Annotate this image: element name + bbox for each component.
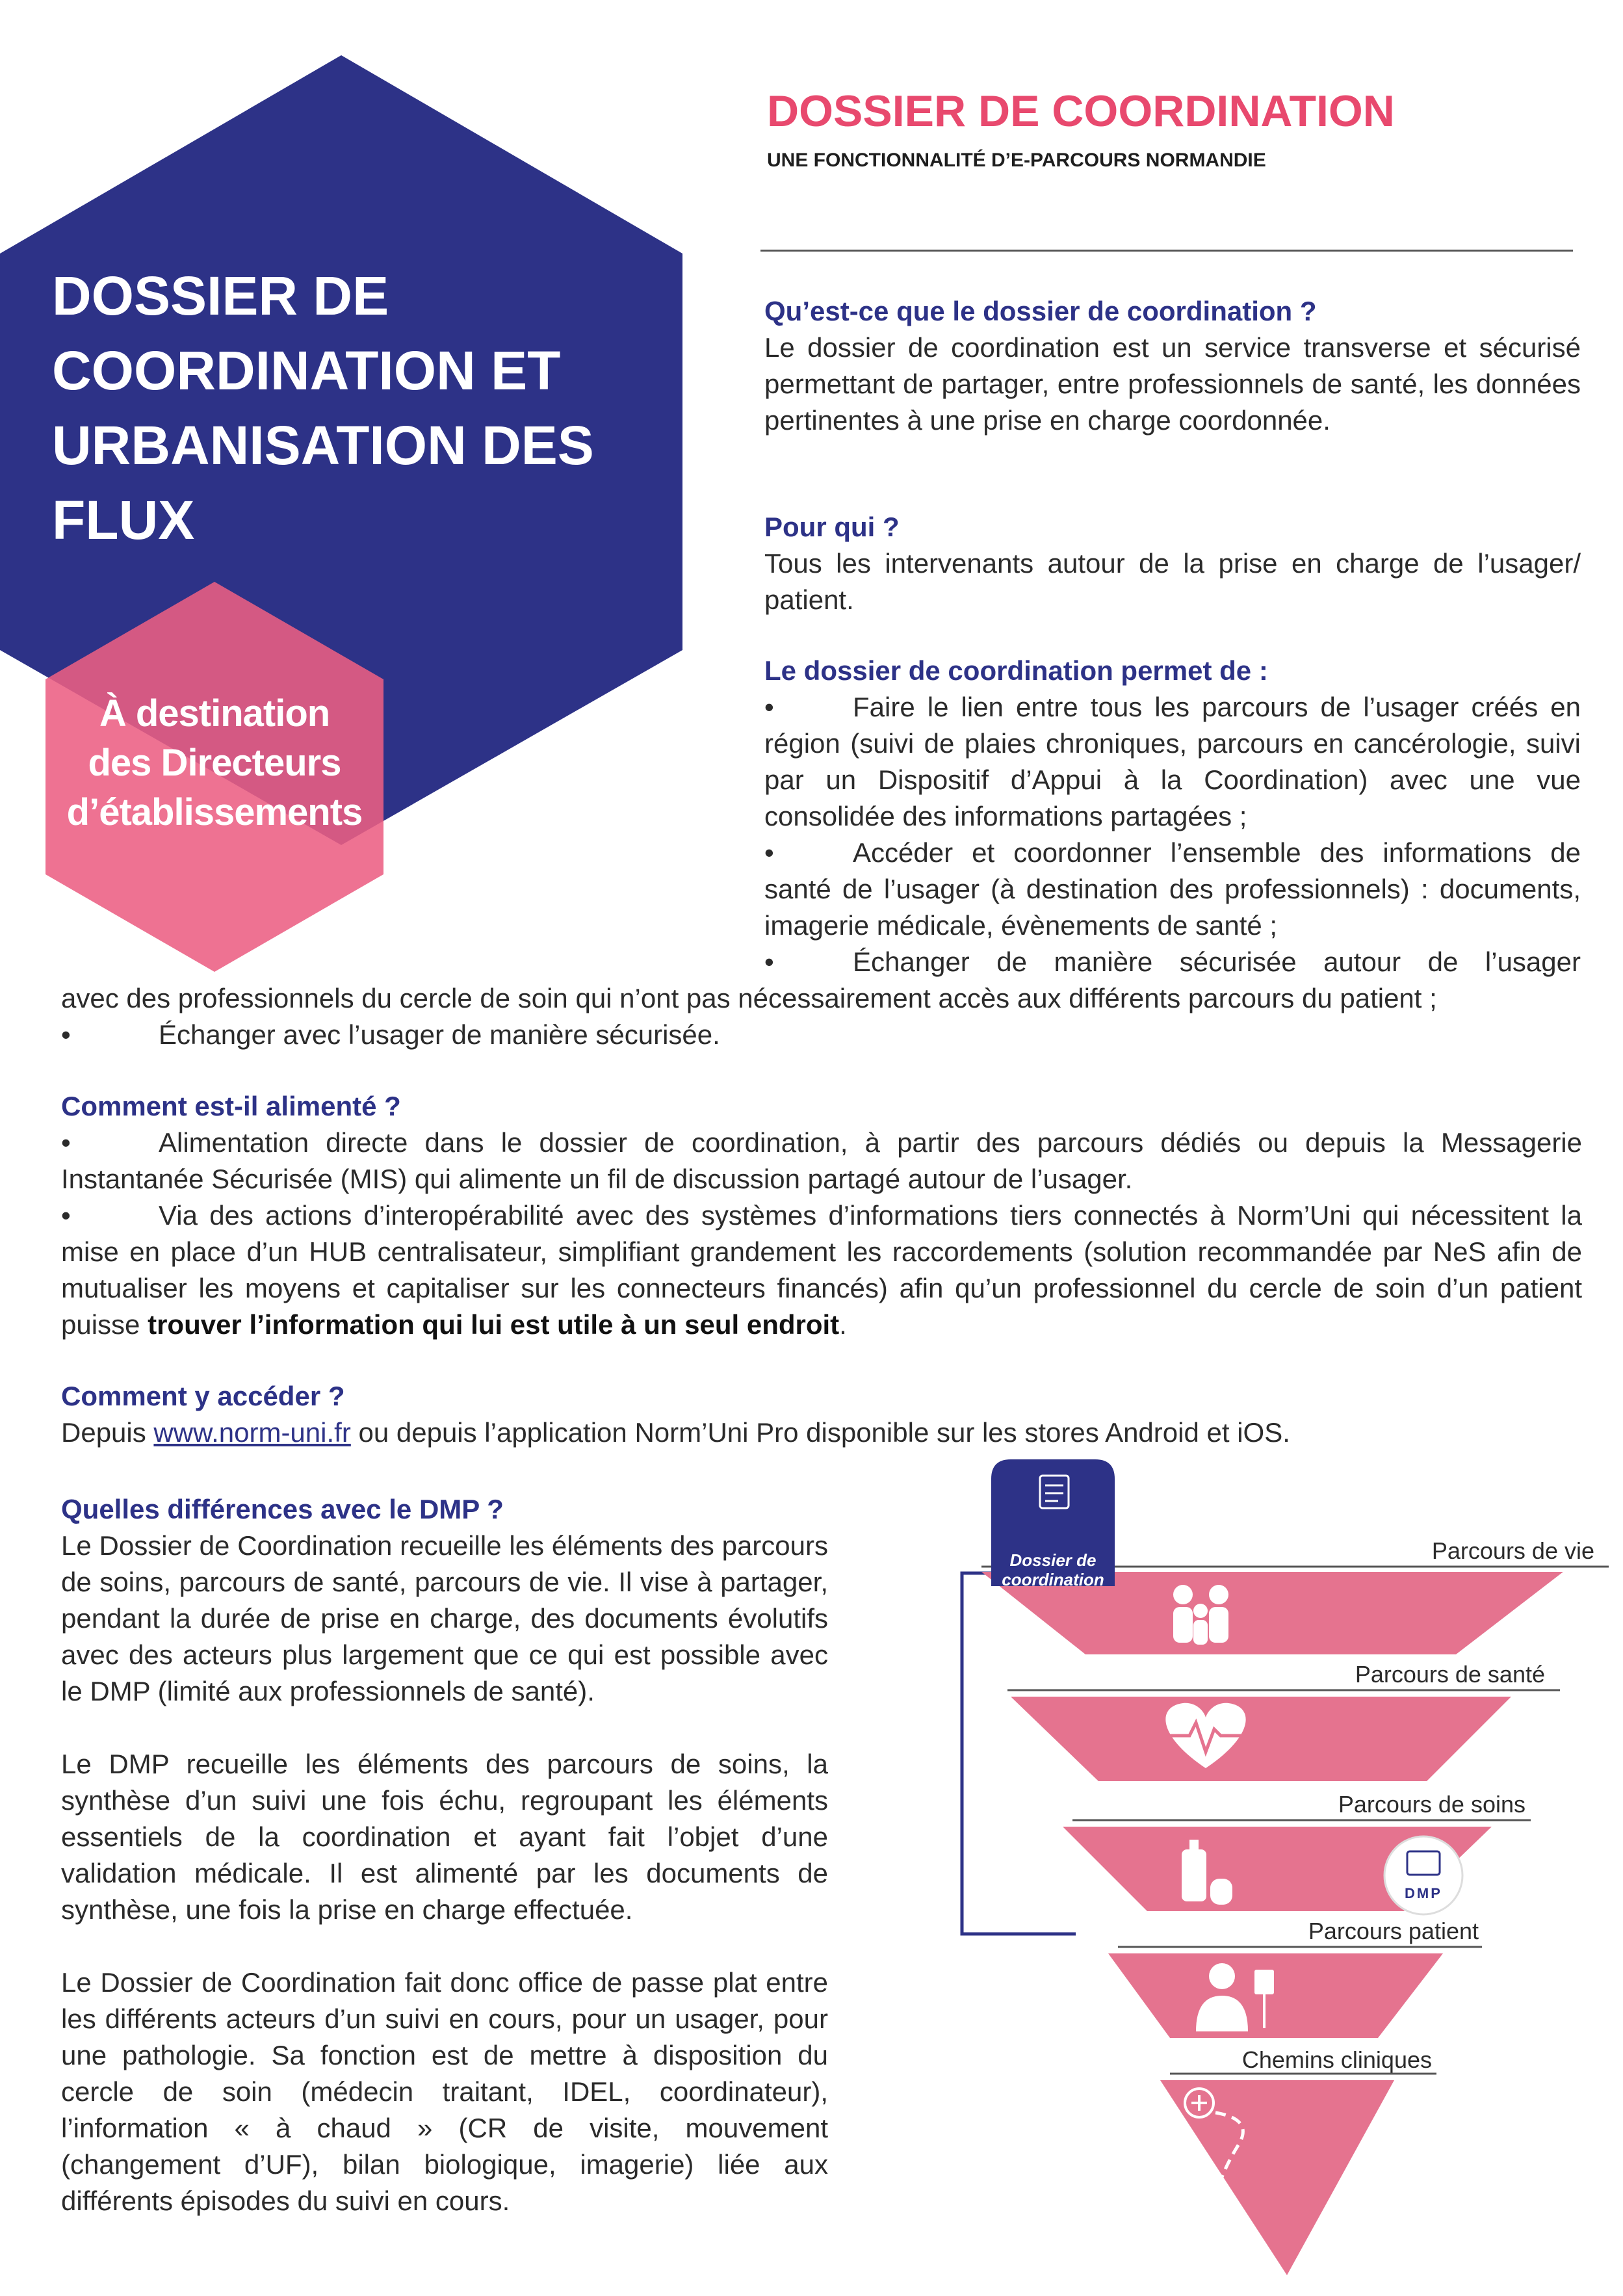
hero-title <box>52 259 676 558</box>
bullet-item <box>764 835 1581 944</box>
section-what <box>764 293 1581 439</box>
bullet-dot: • <box>61 1127 71 1158</box>
section-access <box>61 1378 1582 1451</box>
funnel-level-label: Parcours de santé <box>1355 1661 1545 1688</box>
funnel-level-label: Parcours patient <box>1308 1918 1479 1944</box>
section-allows-continued <box>61 980 1582 1053</box>
dmp-label: DMP <box>1405 1885 1442 1901</box>
key-message: trouver l’information qui lui est utile à un seul endroit <box>148 1309 840 1340</box>
doc-header-subtitle: UNE FONCTIONNALITÉ D’E-PARCOURS NORMANDIE <box>767 150 1266 171</box>
bullet-item <box>61 1125 1582 1197</box>
section-access-body <box>61 1415 1582 1451</box>
section-what-body: Le dossier de coordination est un service transverse et sécurisé permettant de partager, entre professionnels de santé, les données pertinentes à une prise en charge coordonnée. <box>764 332 1581 436</box>
bullet-text: Via des actions d’interopérabilité avec des systèmes d’informations tiers connectés à Norm’Uni qui nécessitent la mise en place d’un HUB centralisateur, simplifiant grandement les raccordements (solution recommandée par NeS afin de mutualiser les moyens et capitaliser sur les connecteurs financés) afin qu’un professionnel du cercle de soin d’un patient puisse <box>61 1200 1582 1340</box>
bullet-item <box>61 1197 1582 1343</box>
period: . <box>839 1309 847 1340</box>
hero-title-line: COORDINATION ET <box>52 340 561 401</box>
dossier-badge-label <box>991 1550 1115 1589</box>
funnel-level-label: Parcours de vie <box>1431 1537 1594 1564</box>
bullet-item <box>764 689 1581 835</box>
bullet-text: Alimentation directe dans le dossier de coordination, à partir des parcours dédiés ou depuis la Messagerie Instantanée Sécurisée (MIS) qui alimente un fil de discussion partagé autour de l’usager. <box>61 1127 1582 1194</box>
badge-line: Dossier de <box>1009 1550 1097 1570</box>
section-access-heading: Comment y accéder ? <box>61 1381 345 1411</box>
dmp-paragraph: Le Dossier de Coordination recueille les éléments des parcours de soins, parcours de santé, parcours de vie. Il vise à partager, pendant la durée de prise en charge, des documents évolutifs avec des acteurs plus largement que ce qui est possible avec le DMP (limité aux professionnels de santé). <box>61 1530 828 1706</box>
hero-title-line: FLUX <box>52 489 195 551</box>
audience-line: des Directeurs <box>88 742 341 784</box>
section-who <box>764 509 1581 618</box>
doc-header-title: DOSSIER DE COORDINATION <box>767 86 1395 136</box>
audience-label <box>45 689 383 837</box>
bullet-dot: • <box>61 1019 71 1050</box>
funnel-band-chemins <box>1160 2080 1394 2275</box>
funnel-band-patient <box>1108 1953 1443 2038</box>
section-allows <box>764 653 1581 980</box>
funnel-band-sante <box>1011 1697 1511 1781</box>
bullet-text: Faire le lien entre tous les parcours de l’usager créés en région (suivi de plaies chroniques, parcours en cancérologie, suivi par un Dispositif d’Appui à la Coordination) avec une vue consolidée des informations partagées ; <box>764 692 1581 831</box>
bullet-item <box>764 944 1581 980</box>
section-who-heading: Pour qui ? <box>764 512 900 542</box>
access-text: ou depuis l’application Norm’Uni Pro disponible sur les stores Android et iOS. <box>350 1417 1290 1448</box>
header-divider <box>760 250 1573 252</box>
bullet-text: Accéder et coordonner l’ensemble des informations de santé de l’usager (à destination des professionnels) : documents, imagerie médicale, évènements de santé ; <box>764 837 1581 941</box>
bullet-dot: • <box>764 692 774 722</box>
section-dmp-heading: Quelles différences avec le DMP ? <box>61 1494 504 1524</box>
bullet-item <box>61 1017 1582 1053</box>
dmp-paragraph: Le DMP recueille les éléments des parcours de soins, la synthèse d’un suivi une fois échu, regroupant les éléments essentiels de la coordination et ayant fait l’objet d’une validation médicale. Il est alimenté par les documents de synthèse, une fois la prise en charge effectuée. <box>61 1749 828 1925</box>
bullet-dot: • <box>764 946 774 977</box>
funnel-level-label: Chemins cliniques <box>1241 2046 1432 2073</box>
audience-line: d’établissements <box>66 791 363 833</box>
section-fed <box>61 1088 1582 1343</box>
section-who-body: Tous les intervenants autour de la prise en charge de l’usager/ patient. <box>764 548 1581 615</box>
hero-title-line: DOSSIER DE <box>52 265 389 326</box>
bullet-continuation: avec des professionnels du cercle de soin qui n’ont pas nécessairement accès aux différents parcours du patient ; <box>61 983 1437 1013</box>
audience-line: À destination <box>99 692 330 735</box>
hero-title-line: URBANISATION DES <box>52 415 594 476</box>
bullet-dot: • <box>61 1200 71 1231</box>
dmp-paragraph: Le Dossier de Coordination fait donc office de passe plat entre les différents acteurs d’un suivi en cours, pour un usager, pour une pathologie. Sa fonction est de mettre à disposition du cercle de soin (médecin traitant, IDEL, coordinateur), l’information « à chaud » (CR de visite, mouvement (changement d’UF), bilan biologique, imagerie) liée aux différents épisodes du suivi en cours. <box>61 1967 828 2216</box>
dmp-badge <box>1384 1836 1462 1914</box>
section-dmp <box>61 1491 828 2219</box>
section-fed-heading: Comment est-il alimenté ? <box>61 1091 401 1121</box>
bullet-text: Échanger avec l’usager de manière sécurisée. <box>159 1019 720 1050</box>
bullet-dot: • <box>764 837 774 868</box>
section-allows-heading: Le dossier de coordination permet de : <box>764 655 1268 686</box>
funnel-level-label: Parcours de soins <box>1338 1791 1526 1818</box>
access-text: Depuis <box>61 1417 154 1448</box>
section-what-heading: Qu’est-ce que le dossier de coordination ? <box>764 296 1317 326</box>
badge-line: coordination <box>1002 1570 1104 1589</box>
bullet-text: Échanger de manière sécurisée autour de l’usager <box>853 946 1581 977</box>
norm-uni-link[interactable]: www.norm-uni.fr <box>153 1417 351 1448</box>
